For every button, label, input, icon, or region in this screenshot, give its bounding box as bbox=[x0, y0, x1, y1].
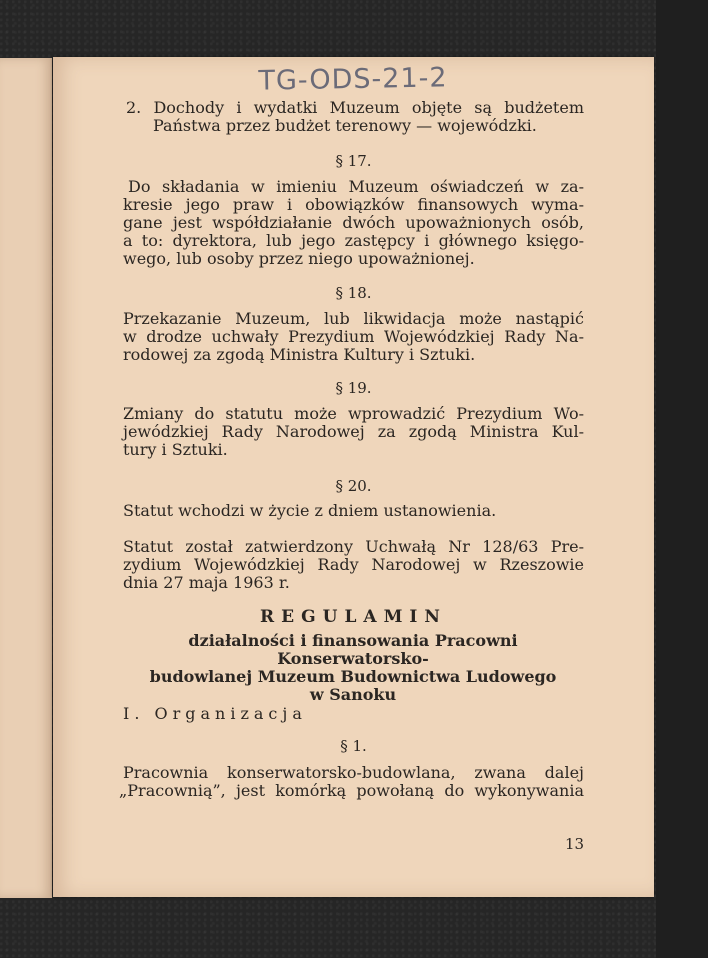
section-heading-19: § 19. bbox=[335, 379, 372, 397]
section-heading-18: § 18. bbox=[335, 284, 372, 302]
paragraph-item-2 bbox=[123, 99, 584, 135]
text-line: jewódzkiej Rady Narodowej za zgodą Ministra Kul- bbox=[123, 422, 584, 441]
subtitle-line: działalności i finansowania Pracowni Konserwatorsko- bbox=[188, 631, 518, 668]
text-line: Państwa przez budżet terenowy — wojewódzki. bbox=[153, 116, 537, 135]
text-line: Statut wchodzi w życie z dniem ustanowienia. bbox=[123, 501, 497, 520]
regulamin-subtitle bbox=[113, 632, 593, 704]
page-number: 13 bbox=[565, 835, 585, 853]
paragraph-18 bbox=[123, 310, 584, 364]
paragraph-19 bbox=[123, 405, 584, 459]
text-line: rodowej za zgodą Ministra Kultury i Sztuki. bbox=[123, 345, 476, 364]
text-line: Statut został zatwierdzony Uchwałą Nr 128/63 Pre- bbox=[123, 537, 584, 556]
paragraph-20 bbox=[123, 502, 584, 520]
text-line: Do składania w imieniu Muzeum oświadczeń w za- bbox=[128, 177, 584, 196]
chapter-heading: I. Organizacja bbox=[123, 704, 307, 723]
paragraph-17 bbox=[123, 178, 584, 268]
section-heading-17: § 17. bbox=[335, 152, 372, 170]
subtitle-line: budowlanej Muzeum Budownictwa Ludowego bbox=[149, 667, 557, 686]
facing-page-edge bbox=[0, 58, 52, 898]
section-heading-1: § 1. bbox=[340, 737, 367, 755]
text-line: „Pracownią”, jest komórką powołaną do wykonywania bbox=[119, 781, 584, 800]
text-line: Przekazanie Muzeum, lub likwidacja może nastąpić bbox=[123, 309, 584, 328]
approval-paragraph bbox=[123, 538, 584, 592]
document-page bbox=[53, 57, 654, 897]
text-line: zydium Wojewódzkiej Rady Narodowej w Rzeszowie bbox=[123, 555, 584, 574]
section-heading-20: § 20. bbox=[335, 477, 372, 495]
binding-shadow bbox=[656, 0, 708, 958]
text-line: kresie jego praw i obowiązków finansowych wyma- bbox=[123, 195, 584, 214]
text-line: tury i Sztuki. bbox=[123, 440, 228, 459]
text-line: w drodze uchwały Prezydium Wojewódzkiej Rady Na- bbox=[123, 327, 584, 346]
regulamin-title: REGULAMIN bbox=[260, 607, 447, 627]
text-line: 2. Dochody i wydatki Muzeum objęte są budżetem bbox=[126, 98, 584, 117]
subtitle-line: w Sanoku bbox=[309, 685, 397, 704]
text-line: a to: dyrektora, lub jego zastępcy i głównego księgo- bbox=[123, 231, 584, 250]
archive-signature-stamp: TG-ODS-21-2 bbox=[258, 62, 448, 97]
text-line: dnia 27 maja 1963 r. bbox=[123, 573, 290, 592]
text-line: Zmiany do statutu może wprowadzić Prezydium Wo- bbox=[123, 404, 584, 423]
text-line: wego, lub osoby przez niego upoważnionej. bbox=[123, 249, 475, 268]
text-line: gane jest współdziałanie dwóch upoważnionych osób, bbox=[123, 213, 584, 232]
text-line: Pracownia konserwatorsko-budowlana, zwana dalej bbox=[123, 763, 584, 782]
paragraph-1 bbox=[119, 764, 584, 800]
